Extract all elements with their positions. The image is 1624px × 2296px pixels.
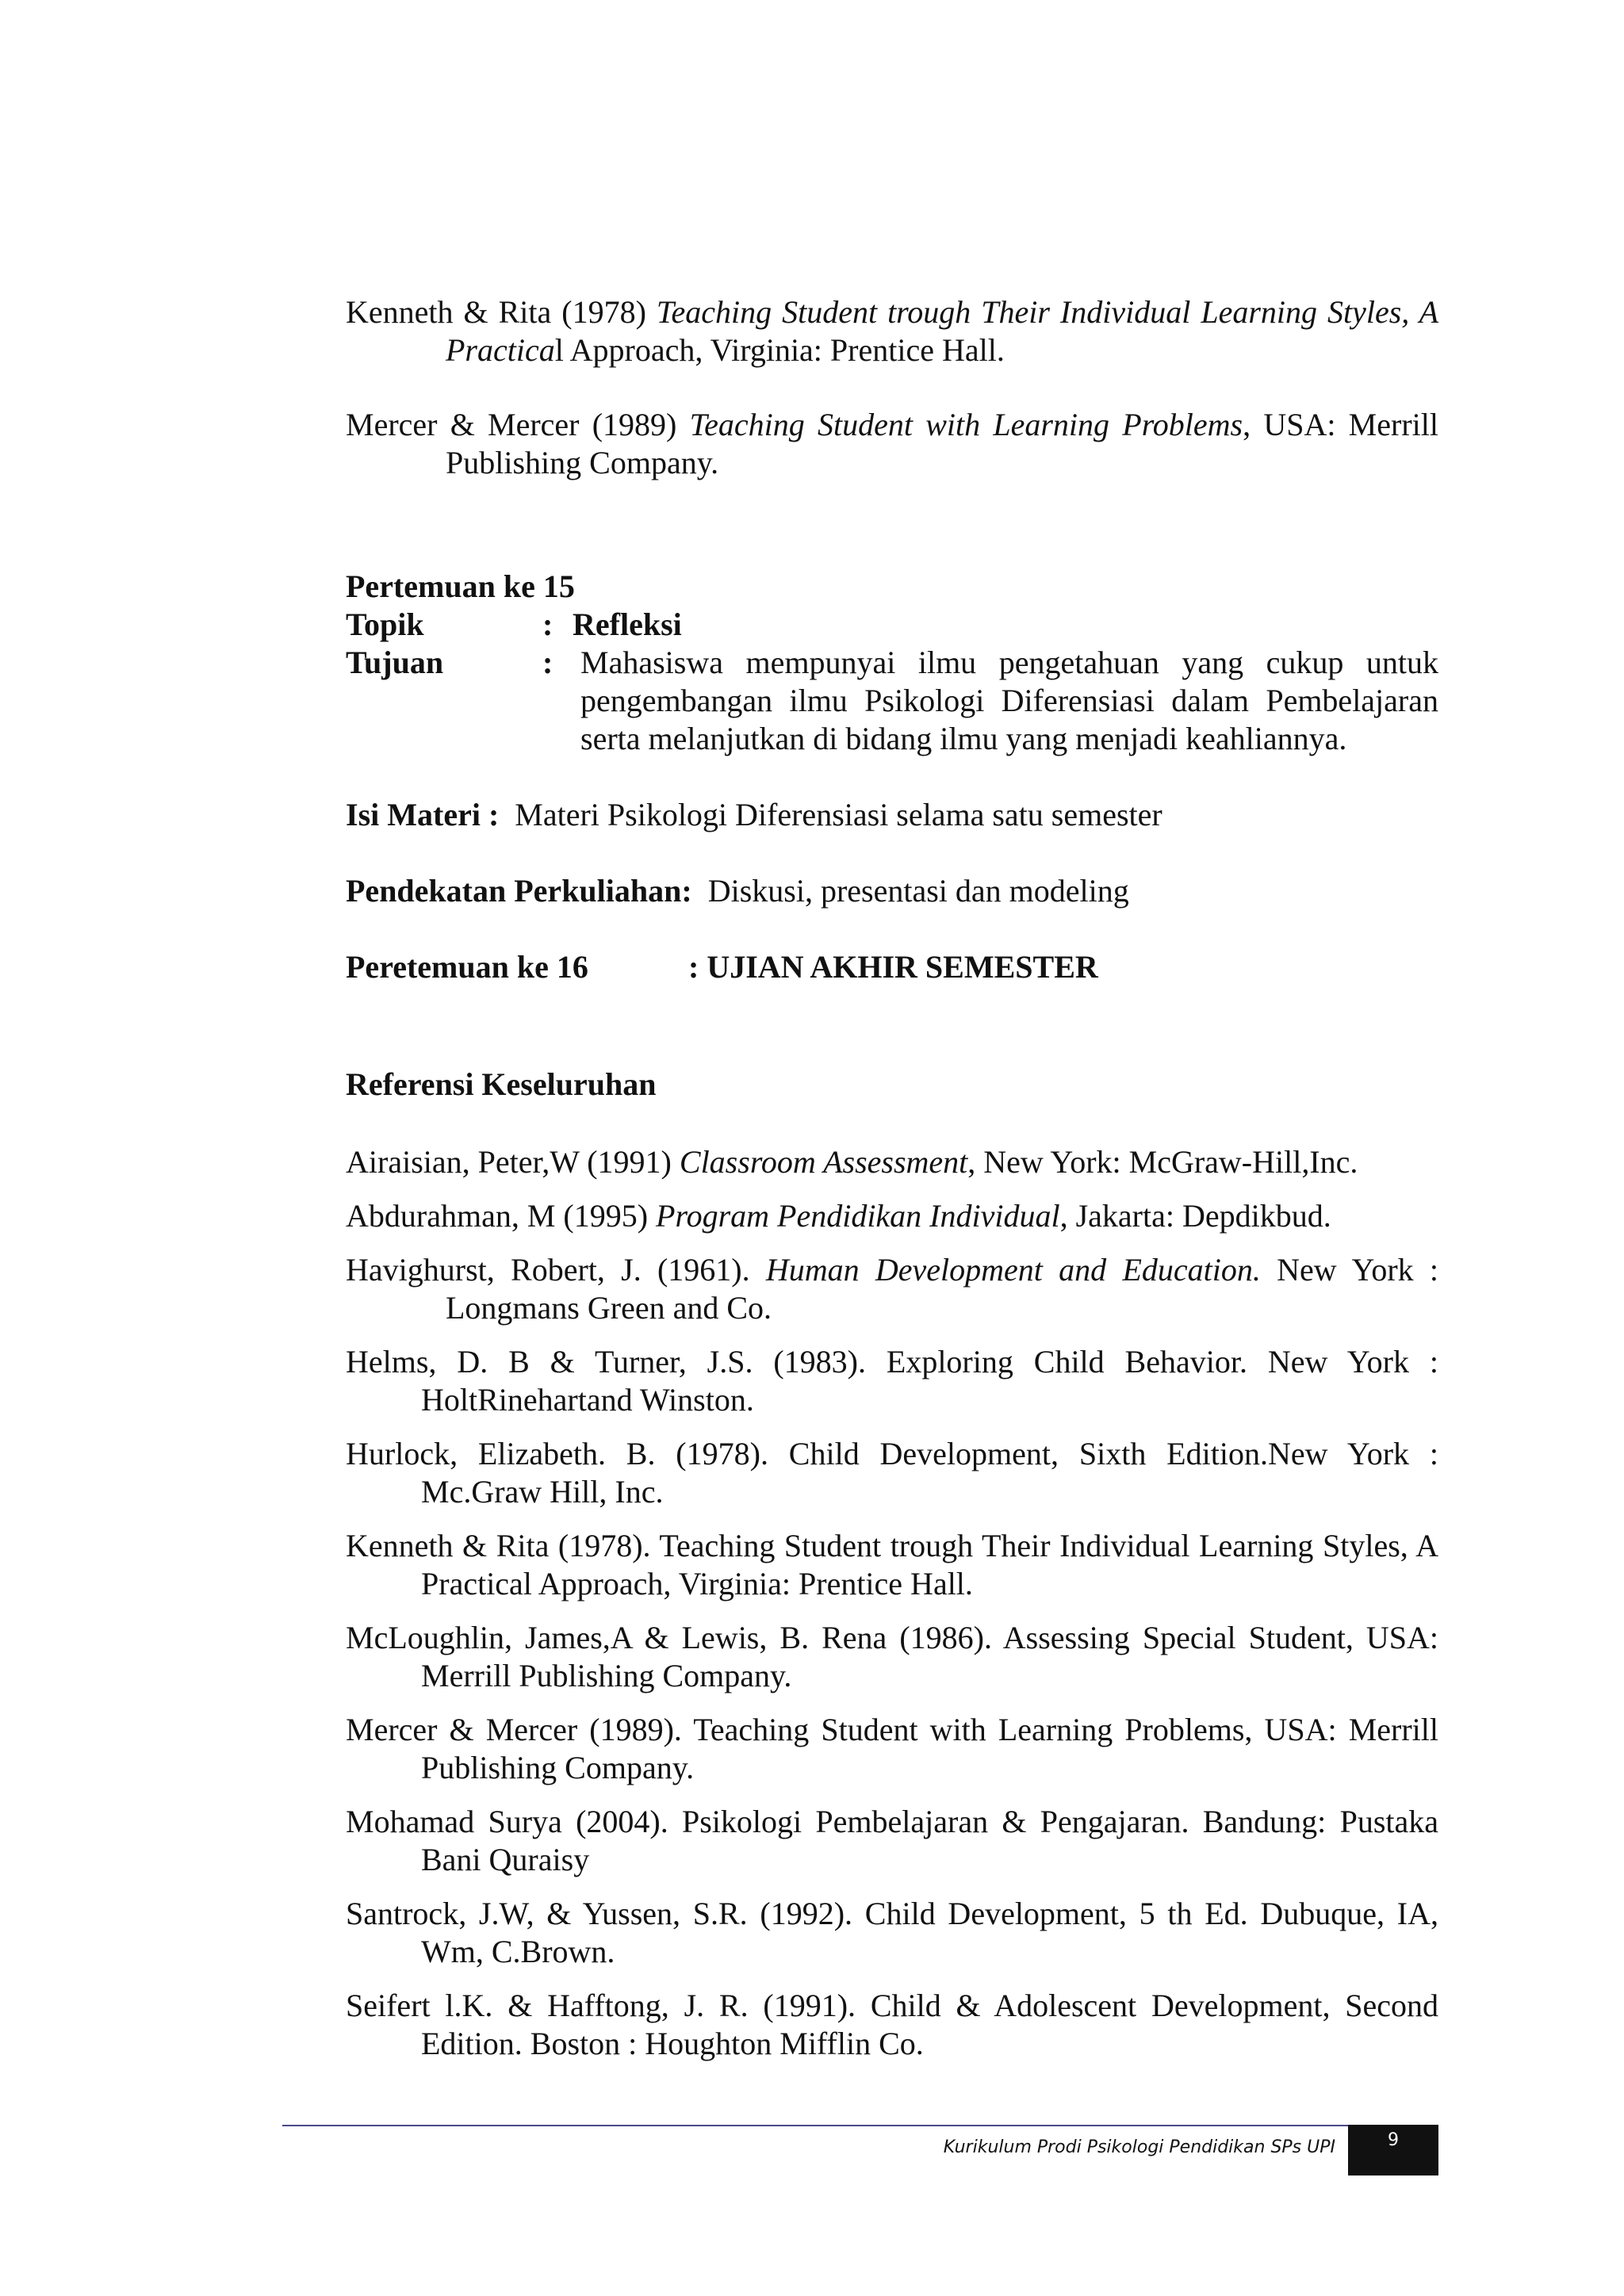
footer-title: Kurikulum Prodi Psikologi Pendidikan SPs UPI [943, 2137, 1335, 2157]
ref-text-post: , New York: McGraw-Hill,Inc. [967, 1144, 1358, 1180]
pendekatan [346, 872, 1438, 910]
ref-text: Abdurahman, M (1995) [346, 1198, 657, 1234]
meeting-16-value: : UJIAN AKHIR SEMESTER [688, 949, 1098, 985]
reference-item [346, 1251, 1438, 1327]
ref-italic: Classroom Assessment [679, 1144, 968, 1180]
reference-item [346, 1619, 1438, 1695]
meeting-15-heading: Pertemuan ke 15 [346, 568, 575, 604]
ref-text: Helms, D. B & Turner, J.S. (1983). Exploring Child Behavior. New York : HoltRinehartand Winston. [346, 1344, 1438, 1418]
isi-label: Isi Materi : [346, 797, 500, 832]
topik-label: Topik [346, 607, 424, 642]
top-reference-1 [346, 406, 1438, 482]
tujuan-label: Tujuan [346, 645, 444, 680]
references-heading: Referensi Keseluruhan [346, 1066, 657, 1102]
meeting-15 [346, 568, 1438, 910]
ref-text: Hurlock, Elizabeth. B. (1978). Child Development, Sixth Edition.New York : Mc.Graw Hill, Inc. [346, 1436, 1438, 1510]
top-reference-0 [346, 293, 1438, 369]
ref-title: Teaching Student trough Their Individual Learning Styles, A Practica [446, 294, 1439, 368]
tujuan-row [346, 644, 1438, 758]
reference-item [346, 1143, 1438, 1181]
ref-rest: l Approach, Virginia: Prentice Hall. [554, 332, 1005, 368]
tujuan-value: Mahasiswa mempunyai ilmu pengetahuan yang cukup untuk pengembangan ilmu Psikologi Diferensiasi dalam Pembelajaran serta melanjutkan di bidang ilmu yang menjadi keahliannya. [580, 645, 1438, 756]
meeting-16-label: Peretemuan ke 16 [346, 949, 588, 985]
ref-text: Airaisian, Peter,W (1991) [346, 1144, 680, 1180]
ref-italic: Human Development and Education. [765, 1252, 1261, 1288]
pendekatan-label: Pendekatan Perkuliahan: [346, 873, 692, 909]
reference-item [346, 1987, 1438, 2063]
reference-item [346, 1803, 1438, 1879]
meeting-16 [346, 948, 1438, 986]
ref-title: Teaching Student with Learning Problems [689, 407, 1243, 442]
ref-italic: Program Pendidikan Individual [656, 1198, 1060, 1234]
isi-materi [346, 796, 1438, 834]
reference-item [346, 1711, 1438, 1787]
ref-text-post: New York : Longmans Green and Co. [446, 1252, 1439, 1326]
isi-value: Materi Psikologi Diferensiasi selama satu semester [515, 797, 1162, 832]
reference-item [346, 1435, 1438, 1511]
page-number: 9 [1348, 2125, 1438, 2175]
page-footer [282, 2125, 1438, 2175]
reference-item [346, 1343, 1438, 1419]
ref-text: Seifert l.K. & Hafftong, J. R. (1991). Child & Adolescent Development, Second Edition. Boston : Houghton Mifflin Co. [346, 1988, 1438, 2061]
ref-text: Santrock, J.W, & Yussen, S.R. (1992). Child Development, 5 th Ed. Dubuque, IA, Wm, C.Brown. [346, 1896, 1438, 1969]
ref-text-post: , Jakarta: Depdikbud. [1059, 1198, 1331, 1234]
footer-rule [282, 2125, 1350, 2126]
page-content [346, 293, 1438, 2079]
ref-author: Mercer & Mercer (1989) [346, 407, 690, 442]
ref-rest: , USA: Merrill Publishing Company. [446, 407, 1438, 480]
ref-text: Mercer & Mercer (1989). Teaching Student with Learning Problems, USA: Merrill Publishing Company. [346, 1712, 1438, 1785]
topik-value: Refleksi [573, 607, 682, 642]
ref-text: McLoughlin, James,A & Lewis, B. Rena (1986). Assessing Special Student, USA: Merrill Publishing Company. [346, 1620, 1438, 1693]
ref-author: Kenneth & Rita (1978) [346, 294, 657, 330]
reference-item [346, 1527, 1438, 1603]
topik-colon: : [542, 607, 553, 642]
ref-text: Havighurst, Robert, J. (1961). [346, 1252, 766, 1288]
reference-item [346, 1895, 1438, 1971]
references-list [346, 1143, 1438, 2063]
topik-row [346, 606, 1438, 644]
pendekatan-value: Diskusi, presentasi dan modeling [707, 873, 1129, 909]
ref-text: Kenneth & Rita (1978). Teaching Student trough Their Individual Learning Styles, A Practical Approach, Virginia: Prentice Hall. [346, 1528, 1438, 1601]
reference-item [346, 1197, 1438, 1235]
tujuan-colon: : [542, 645, 553, 680]
ref-text: Mohamad Surya (2004). Psikologi Pembelajaran & Pengajaran. Bandung: Pustaka Bani Quraisy [346, 1804, 1438, 1877]
